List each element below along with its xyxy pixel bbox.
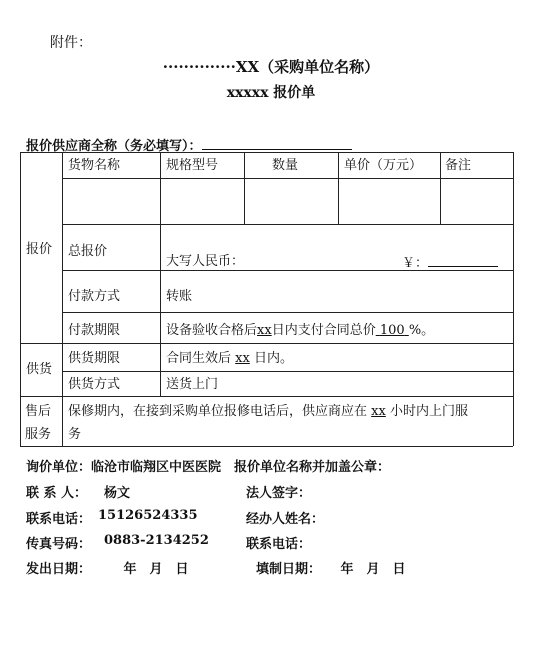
legal-signature-label: 法人签字：: [246, 486, 312, 501]
attachment-label: 附件：: [50, 35, 92, 51]
total-quote-label: 总报价: [68, 244, 108, 259]
section-label-after-sales-2: 服务: [25, 427, 52, 442]
cell-quantity[interactable]: [245, 179, 337, 223]
section-label-after-sales-1: 售后: [25, 404, 52, 419]
document-title: ··············XX（采购单位名称）: [162, 58, 380, 76]
supplier-blank-line[interactable]: [202, 137, 352, 150]
phone-value: 15126524335: [98, 508, 198, 523]
table-border-bottom: [20, 446, 513, 447]
contact-name: 杨文: [104, 486, 131, 501]
col-header-goods: 货物名称: [68, 158, 121, 173]
col-header-quantity: 数量: [272, 158, 299, 173]
phone2-label: 联系电话：: [246, 537, 312, 552]
col-header-spec: 规格型号: [166, 158, 219, 173]
cell-unit-price[interactable]: [339, 179, 439, 223]
supply-method-value: 送货上门: [166, 377, 219, 392]
fax-label: 传真号码：: [26, 537, 92, 552]
issue-date: 发出日期： 年 月 日: [26, 562, 189, 577]
payment-term-label: 付款期限: [68, 323, 121, 338]
table-rule: [62, 224, 513, 225]
payment-method-value: 转账: [166, 289, 193, 304]
payment-method-label: 付款方式: [68, 289, 121, 304]
col-header-unit-price: 单价（万元）: [344, 158, 423, 173]
supply-period-value: 合同生效后 xx 日内。: [166, 351, 293, 366]
yen-label: ￥：: [402, 256, 429, 271]
col-header-remarks: 备注: [445, 158, 472, 173]
supplier-label: 报价供应商全称（务必填写）：: [26, 139, 202, 154]
payment-term-value: 设备验收合格后xx日内支付合同总价 100 %。: [166, 323, 435, 338]
table-rule: [62, 371, 513, 372]
yen-blank-line[interactable]: [428, 254, 498, 267]
fill-date: 填制日期： 年 月 日: [256, 562, 406, 577]
section-label-quote: 报价: [26, 242, 53, 257]
section-label-supply: 供货: [26, 362, 53, 377]
inquiry-line: 询价单位：临沧市临翔区中医医院 报价单位名称并加盖公章：: [26, 460, 391, 475]
table-rule: [20, 396, 513, 397]
cell-spec[interactable]: [161, 179, 243, 223]
table-border-left: [20, 152, 21, 446]
total-yen-field[interactable]: [402, 254, 498, 272]
supply-method-label: 供货方式: [68, 377, 121, 392]
document-subtitle: xxxxx 报价单: [226, 85, 316, 101]
quote-table: [20, 152, 513, 446]
cell-remarks[interactable]: [441, 179, 512, 223]
fax-value: 0883-2134252: [104, 533, 209, 548]
cell-goods-name[interactable]: [63, 179, 159, 223]
table-rule: [20, 343, 513, 344]
contact-label: 联 系 人：: [26, 486, 88, 501]
total-cn-label: 大写人民币：: [166, 254, 245, 269]
after-sales-line-2: 务: [68, 427, 82, 442]
table-rule: [62, 312, 513, 313]
phone-label: 联系电话：: [26, 512, 92, 527]
supply-period-label: 供货期限: [68, 351, 121, 366]
after-sales-line-1: 保修期内，在接到采购单位报修电话后，供应商应在 xx 小时内上门服: [68, 404, 468, 419]
table-rule: [160, 224, 161, 396]
handler-name-label: 经办人姓名：: [246, 512, 325, 527]
table-border-right: [513, 152, 514, 446]
